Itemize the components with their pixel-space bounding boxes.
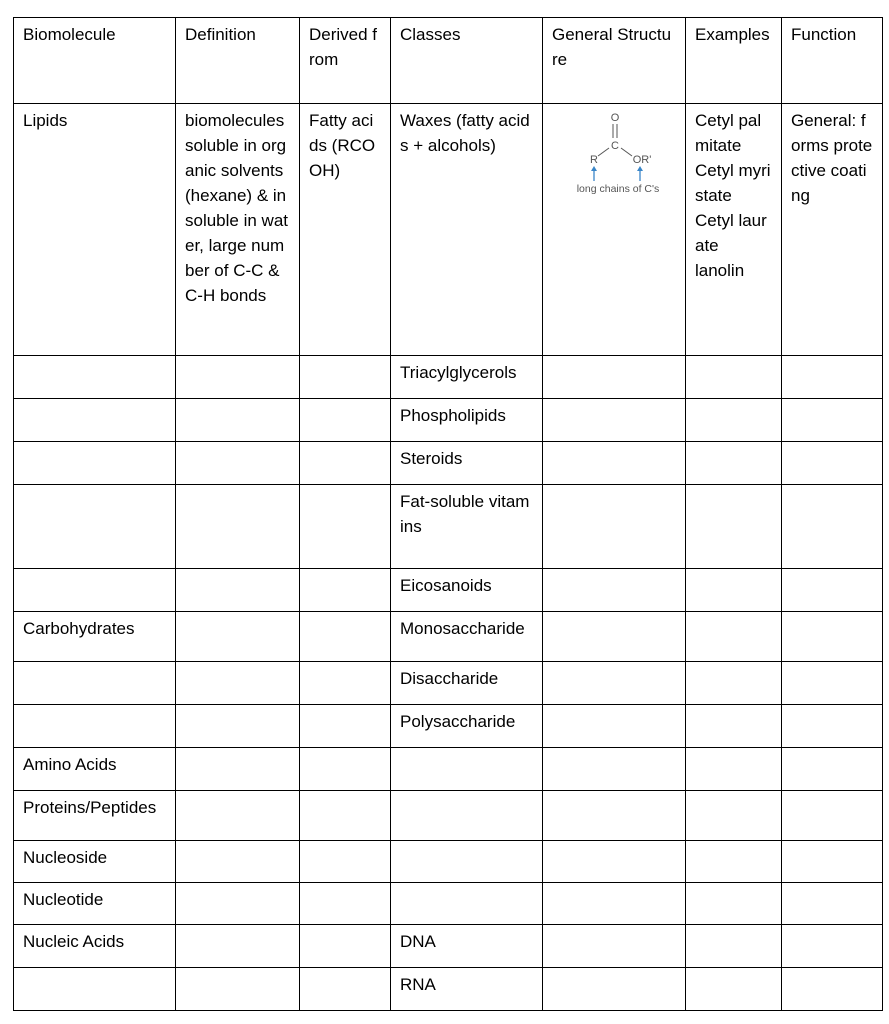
empty-cell — [543, 883, 686, 925]
empty-cell — [543, 356, 686, 399]
header-general-structure: General Structure — [543, 18, 686, 104]
empty-cell — [300, 705, 391, 748]
table-row — [14, 399, 883, 442]
table-row — [14, 569, 883, 612]
empty-cell — [300, 748, 391, 791]
class-cell: Steroids — [391, 442, 543, 485]
empty-cell — [300, 925, 391, 968]
class-cell: Eicosanoids — [391, 569, 543, 612]
empty-cell — [686, 925, 782, 968]
structure-caption: long chains of C's — [576, 183, 660, 195]
table-row — [14, 662, 883, 705]
example-item: Cetyl myristate — [695, 161, 771, 205]
table-row — [14, 612, 883, 662]
class-cell: Triacylglycerols — [391, 356, 543, 399]
empty-cell — [176, 883, 300, 925]
empty-cell — [300, 356, 391, 399]
lipids-row — [14, 104, 883, 356]
empty-cell — [543, 399, 686, 442]
empty-cell — [543, 485, 686, 569]
empty-cell — [686, 705, 782, 748]
lipids-class-cell: Waxes (fatty acids + alcohols) — [391, 104, 543, 356]
structure-or-label: OR' — [632, 154, 652, 166]
table-row — [14, 356, 883, 399]
empty-cell — [782, 748, 883, 791]
class-cell: Fat-soluble vitamins — [391, 485, 543, 569]
empty-cell — [300, 569, 391, 612]
lipids-structure-cell — [543, 104, 686, 356]
biomolecule-cell — [14, 442, 176, 485]
empty-cell — [543, 442, 686, 485]
biomolecule-cell: Carbohydrates — [14, 612, 176, 662]
biomolecule-cell: Nucleoside — [14, 841, 176, 883]
empty-cell — [300, 485, 391, 569]
example-item: lanolin — [695, 261, 745, 280]
biomolecule-cell — [14, 399, 176, 442]
empty-cell — [543, 791, 686, 841]
empty-cell — [176, 705, 300, 748]
lipids-biomolecule-cell: Lipids — [14, 104, 176, 356]
structure-arrow-right-head — [637, 166, 643, 171]
header-function: Function — [782, 18, 883, 104]
empty-cell — [176, 569, 300, 612]
empty-cell — [543, 662, 686, 705]
empty-cell — [176, 748, 300, 791]
empty-cell — [543, 569, 686, 612]
ester-structure-svg — [543, 104, 685, 224]
example-item: Cetyl palmitate — [695, 111, 762, 155]
table-row — [14, 791, 883, 841]
header-row — [14, 18, 883, 104]
empty-cell — [543, 841, 686, 883]
class-cell — [391, 748, 543, 791]
empty-cell — [686, 791, 782, 841]
empty-cell — [300, 841, 391, 883]
empty-cell — [782, 442, 883, 485]
header-examples: Examples — [686, 18, 782, 104]
empty-cell — [782, 791, 883, 841]
empty-cell — [782, 883, 883, 925]
empty-cell — [176, 612, 300, 662]
empty-cell — [686, 569, 782, 612]
empty-cell — [686, 485, 782, 569]
header-definition: Definition — [176, 18, 300, 104]
empty-cell — [782, 569, 883, 612]
empty-cell — [176, 442, 300, 485]
empty-cell — [176, 399, 300, 442]
class-cell: Monosaccharide — [391, 612, 543, 662]
empty-cell — [782, 399, 883, 442]
empty-cell — [543, 925, 686, 968]
empty-cell — [176, 968, 300, 1011]
structure-bond-r — [598, 148, 609, 156]
empty-cell — [176, 841, 300, 883]
class-cell: Phospholipids — [391, 399, 543, 442]
class-cell: DNA — [391, 925, 543, 968]
ester-structure-diagram — [543, 104, 685, 224]
lipids-examples-cell — [686, 104, 782, 356]
biomolecule-cell — [14, 662, 176, 705]
empty-cell — [300, 791, 391, 841]
empty-cell — [686, 442, 782, 485]
class-cell — [391, 883, 543, 925]
structure-bond-or — [621, 148, 632, 156]
header-classes: Classes — [391, 18, 543, 104]
biomolecule-cell — [14, 705, 176, 748]
table-row — [14, 925, 883, 968]
empty-cell — [176, 925, 300, 968]
empty-cell — [686, 968, 782, 1011]
table-row — [14, 841, 883, 883]
table-row — [14, 968, 883, 1011]
empty-cell — [686, 612, 782, 662]
empty-cell — [782, 925, 883, 968]
empty-cell — [782, 356, 883, 399]
table-row — [14, 748, 883, 791]
class-cell — [391, 791, 543, 841]
empty-cell — [300, 662, 391, 705]
lipids-definition-cell: biomolecules soluble in organic solvents (hexane) & insoluble in water, large number of C-C & C-H bonds — [176, 104, 300, 356]
empty-cell — [300, 399, 391, 442]
empty-cell — [543, 748, 686, 791]
empty-cell — [686, 841, 782, 883]
lipids-derived-from-cell: Fatty acids (RCOOH) — [300, 104, 391, 356]
empty-cell — [543, 968, 686, 1011]
empty-cell — [176, 356, 300, 399]
header-derived-from: Derived from — [300, 18, 391, 104]
empty-cell — [686, 748, 782, 791]
empty-cell — [686, 662, 782, 705]
class-cell: Polysaccharide — [391, 705, 543, 748]
table-row — [14, 883, 883, 925]
structure-carbon-label: C — [611, 140, 619, 152]
empty-cell — [176, 662, 300, 705]
table-row — [14, 705, 883, 748]
empty-cell — [782, 841, 883, 883]
empty-cell — [782, 662, 883, 705]
biomolecule-cell: Amino Acids — [14, 748, 176, 791]
example-item: Cetyl laurate — [695, 211, 767, 255]
empty-cell — [543, 705, 686, 748]
structure-oxygen-label: O — [610, 112, 620, 124]
class-cell: RNA — [391, 968, 543, 1011]
biomolecule-table — [13, 17, 883, 1011]
biomolecule-cell — [14, 356, 176, 399]
biomolecule-cell — [14, 968, 176, 1011]
empty-cell — [176, 791, 300, 841]
empty-cell — [782, 968, 883, 1011]
header-biomolecule: Biomolecule — [14, 18, 176, 104]
biomolecule-cell — [14, 569, 176, 612]
biomolecule-cell — [14, 485, 176, 569]
empty-cell — [543, 612, 686, 662]
empty-cell — [782, 612, 883, 662]
structure-arrow-left-head — [591, 166, 597, 171]
empty-cell — [176, 485, 300, 569]
empty-cell — [686, 356, 782, 399]
empty-cell — [300, 442, 391, 485]
empty-cell — [782, 485, 883, 569]
structure-r-label: R — [590, 154, 598, 166]
biomolecule-cell: Nucleic Acids — [14, 925, 176, 968]
class-cell — [391, 841, 543, 883]
lipids-function-cell: General: forms protective coating — [782, 104, 883, 356]
table-row — [14, 442, 883, 485]
biomolecule-cell: Nucleotide — [14, 883, 176, 925]
empty-cell — [300, 612, 391, 662]
empty-cell — [300, 968, 391, 1011]
empty-cell — [686, 883, 782, 925]
empty-cell — [686, 399, 782, 442]
table-row — [14, 485, 883, 569]
biomolecule-cell: Proteins/Peptides — [14, 791, 176, 841]
empty-cell — [300, 883, 391, 925]
empty-cell — [782, 705, 883, 748]
class-cell: Disaccharide — [391, 662, 543, 705]
